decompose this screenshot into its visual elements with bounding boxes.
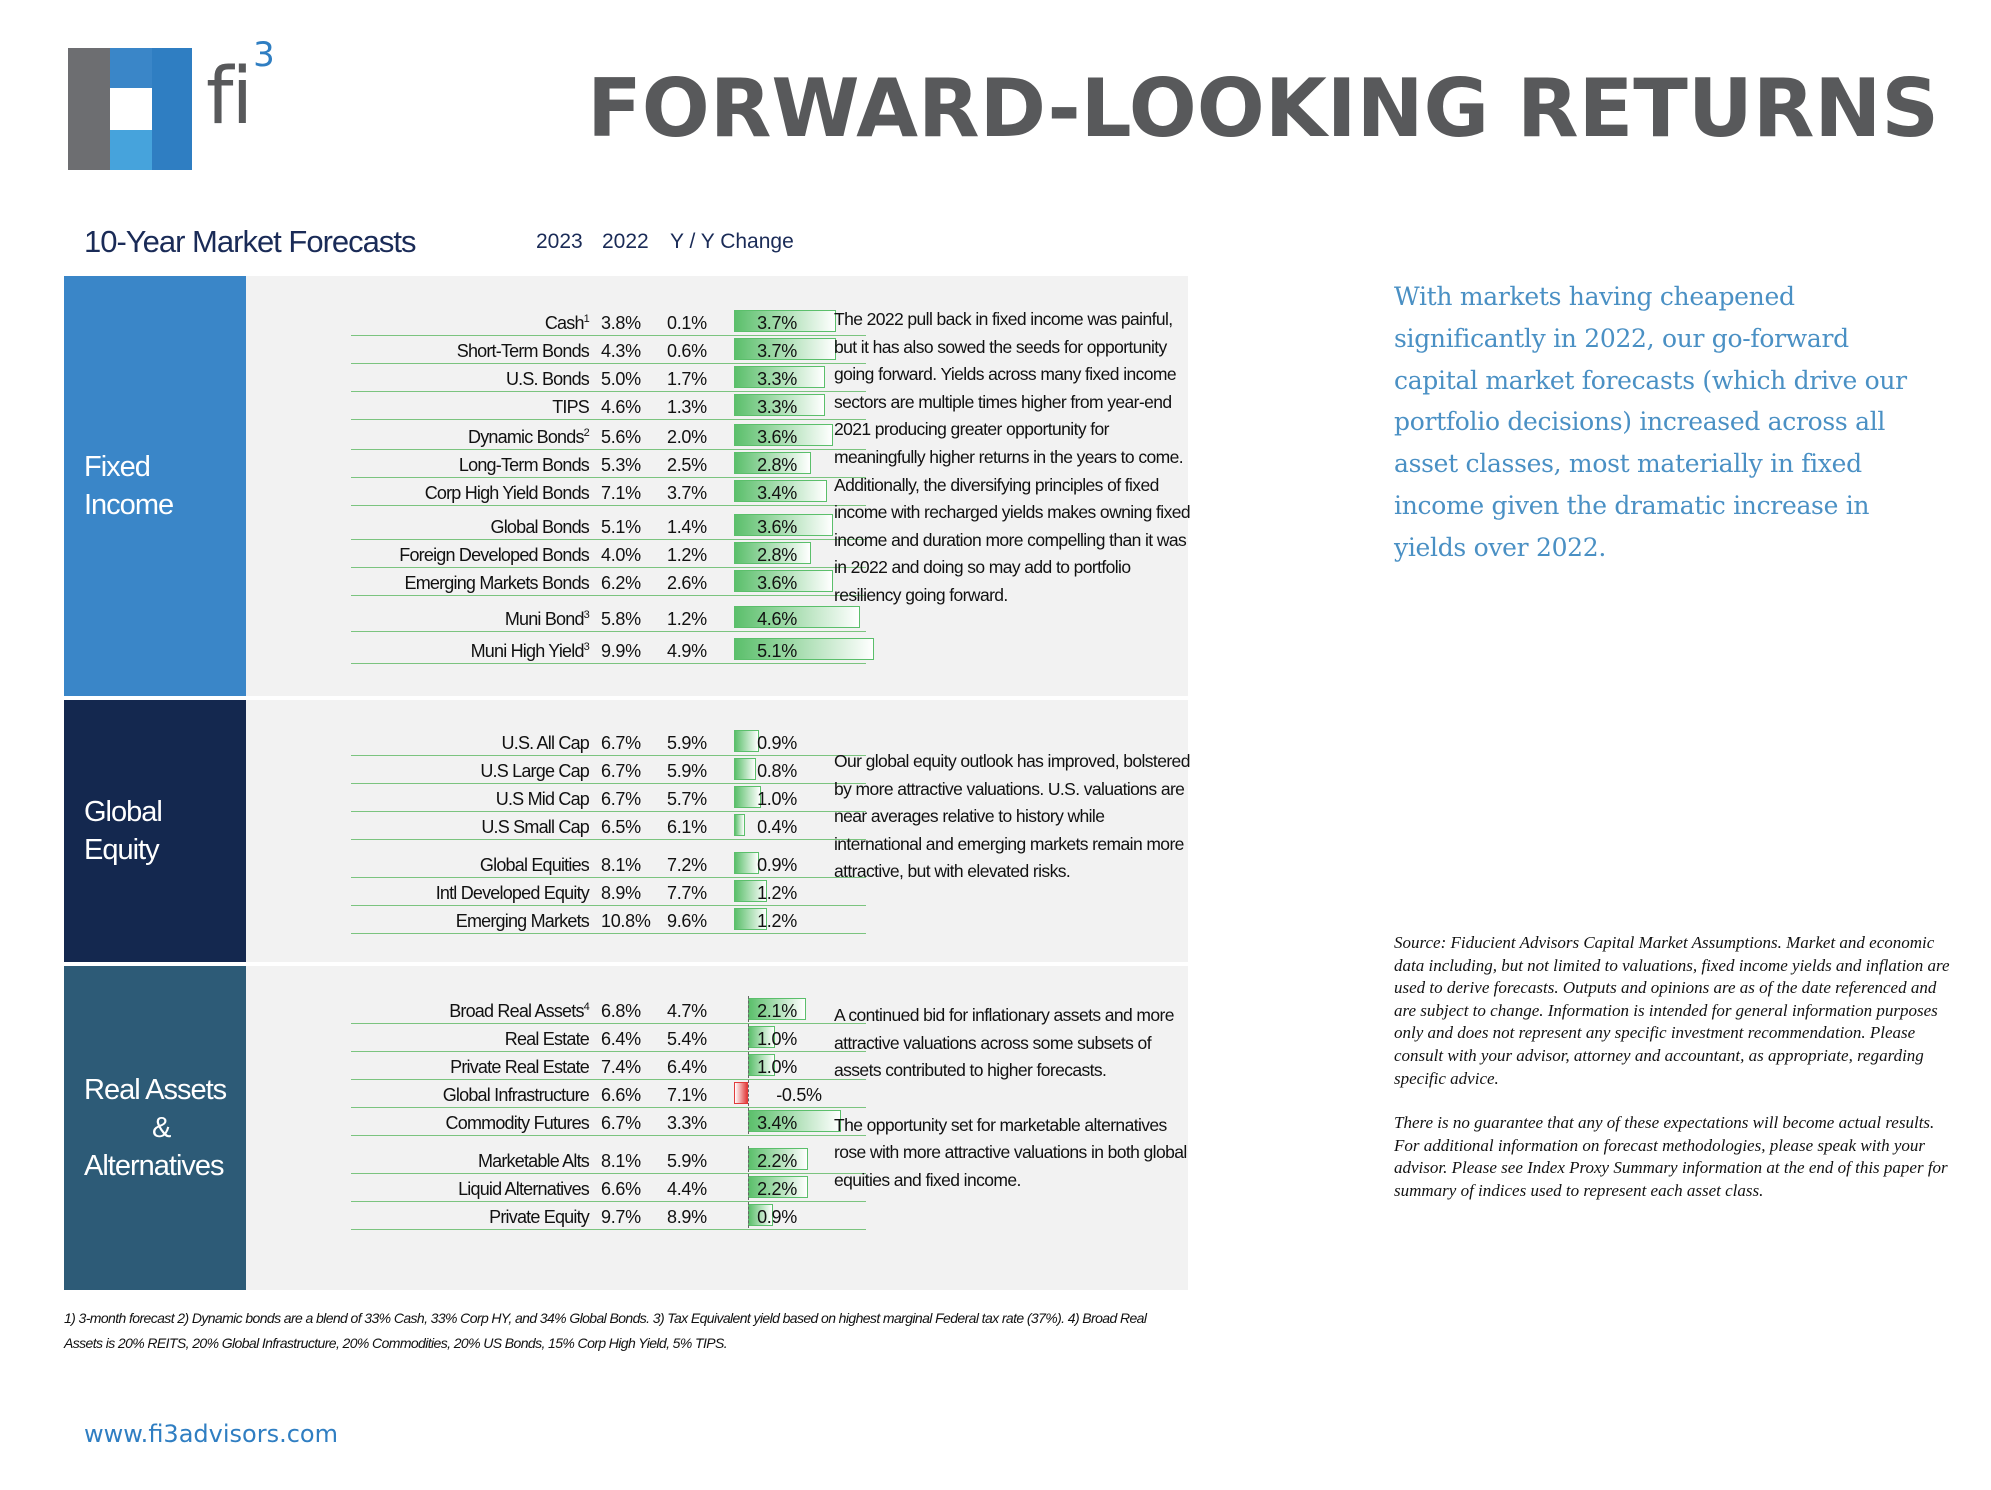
forecast-2022: 9.6% — [667, 911, 707, 931]
asset-class-name: Global Equities — [479, 855, 589, 875]
asset-class-name: Muni Bond$^3$ — [504, 609, 589, 629]
asset-class-name: Dynamic Bonds$^2$ — [468, 427, 589, 447]
table-row — [286, 1176, 866, 1202]
yoy-change-label: 3.3% — [757, 397, 797, 417]
forecast-2022: 4.7% — [667, 1001, 707, 1021]
table-row — [286, 1148, 866, 1174]
summary-callout: With markets having cheapened significantly in 2022, our go-forward capital market forecasts (which drive our portfolio decisions) increased across all asset classes, most materially in fixed income given the dramatic increase in yields over 2022. — [1394, 282, 1907, 562]
section-label: Real Assets & Alternatives — [64, 966, 246, 1290]
section-commentary: The 2022 pull back in fixed income was painful, but it has also sowed the seeds for opportunity going forward. Yields across many fixed income sectors are multiple times higher from year-end 2021 producing greater opportunity for meaningfully higher returns in the years to come. Additionally, the diversifying principles of fixed income with recharged yields makes owning fixed income and duration more compelling than it was in 2022 and doing so may add to portfolio resiliency going forward. — [834, 309, 1191, 605]
forecast-2022: 1.2% — [667, 545, 707, 565]
section-commentary: A continued bid for inflationary assets and more attractive valuations across some subsets of assets contributed to higher forecasts. The opportunity set for marketable alternatives rose with more attractive valuations in both global equities and fixed income. — [834, 1005, 1187, 1190]
asset-class-name: Liquid Alternatives — [458, 1179, 589, 1199]
section-commentary: Our global equity outlook has improved, bolstered by more attractive valuations. U.S. valuations are near averages relative to history while international and emerging markets remain more attractive, but with elevated risks. — [834, 751, 1190, 882]
forecast-2022: 7.1% — [667, 1085, 707, 1105]
forecast-2023: 8.1% — [601, 855, 641, 875]
yoy-change-label: 0.4% — [757, 817, 797, 837]
asset-class-name: Real Estate — [504, 1029, 589, 1049]
table-row — [286, 366, 866, 392]
forecast-2023: 5.3% — [601, 455, 641, 475]
forecast-2022: 3.7% — [667, 483, 707, 503]
forecast-2022: 8.9% — [667, 1207, 707, 1227]
table-row — [286, 758, 866, 784]
asset-class-name: TIPS — [552, 397, 589, 417]
forecast-2022: 5.4% — [667, 1029, 707, 1049]
forecast-2022: 3.3% — [667, 1113, 707, 1133]
yoy-change-label: 1.2% — [757, 883, 797, 903]
table-row — [286, 514, 866, 540]
asset-class-name: U.S Mid Cap — [495, 789, 589, 809]
table-row — [286, 1110, 866, 1136]
forecast-2022: 1.3% — [667, 397, 707, 417]
table-row — [286, 638, 866, 664]
forecast-2022: 2.6% — [667, 573, 707, 593]
asset-class-name: U.S Small Cap — [481, 817, 589, 837]
yoy-change-label: 0.8% — [757, 761, 797, 781]
forecast-2023: 6.4% — [601, 1029, 641, 1049]
yoy-change-label: 0.9% — [757, 1207, 797, 1227]
forecast-2023: 6.2% — [601, 573, 641, 593]
asset-class-name: Private Real Estate — [450, 1057, 589, 1077]
yoy-change-label: 3.3% — [757, 369, 797, 389]
asset-class-name: Commodity Futures — [445, 1113, 589, 1133]
forecast-2022: 2.0% — [667, 427, 707, 447]
yoy-change-label: 5.1% — [757, 641, 797, 661]
yoy-change-label: 2.2% — [757, 1151, 797, 1171]
column-header-2023: 2023 — [536, 230, 583, 253]
forecast-2023: 6.5% — [601, 817, 641, 837]
yoy-change-label: 0.9% — [757, 733, 797, 753]
forecast-2022: 5.9% — [667, 1151, 707, 1171]
forecast-2023: 8.1% — [601, 1151, 641, 1171]
column-header-2022: 2022 — [602, 230, 649, 253]
forecast-2023: 6.6% — [601, 1085, 641, 1105]
yoy-change-label: 2.1% — [757, 1001, 797, 1021]
forecast-2023: 7.4% — [601, 1057, 641, 1077]
yoy-change-label: 3.4% — [757, 483, 797, 503]
forecast-2022: 4.9% — [667, 641, 707, 661]
fi3-logo — [68, 48, 192, 170]
asset-class-name: Broad Real Assets$^4$ — [449, 1001, 589, 1021]
forecast-2023: 4.0% — [601, 545, 641, 565]
yoy-change-label: 2.2% — [757, 1179, 797, 1199]
table-row — [286, 452, 866, 478]
forecast-2023: 9.7% — [601, 1207, 641, 1227]
table-row — [286, 880, 866, 906]
yoy-change-label: 1.0% — [757, 1029, 797, 1049]
yoy-change-label: 3.6% — [757, 427, 797, 447]
forecast-2022: 6.4% — [667, 1057, 707, 1077]
page-title: FORWARD-LOOKING RETURNS — [587, 62, 1939, 155]
forecast-2022: 1.7% — [667, 369, 707, 389]
section-label: Global Equity — [64, 700, 246, 962]
forecast-2023: 5.8% — [601, 609, 641, 629]
asset-class-name: Cash$^1$ — [544, 313, 589, 333]
yoy-change-label: 0.9% — [757, 855, 797, 875]
table-row — [286, 1082, 866, 1108]
forecast-2023: 4.6% — [601, 397, 641, 417]
asset-class-name: Intl Developed Equity — [435, 883, 589, 903]
forecast-2023: 5.1% — [601, 517, 641, 537]
asset-class-name: Emerging Markets Bonds — [404, 573, 589, 593]
forecast-2022: 6.1% — [667, 817, 707, 837]
forecast-2023: 8.9% — [601, 883, 641, 903]
table-row — [286, 1026, 866, 1052]
table-row — [286, 1204, 866, 1230]
asset-class-name: Short-Term Bonds — [456, 341, 589, 361]
table-row — [286, 730, 866, 756]
yoy-change-label: 2.8% — [757, 545, 797, 565]
forecast-2022: 4.4% — [667, 1179, 707, 1199]
yoy-change-label: 3.6% — [757, 573, 797, 593]
section-real-assets — [64, 966, 1188, 1290]
section-label: Fixed Income — [64, 276, 246, 696]
yoy-change-label: 3.6% — [757, 517, 797, 537]
forecast-2023: 9.9% — [601, 641, 641, 661]
table-row — [286, 606, 866, 632]
asset-class-name: Long-Term Bonds — [458, 455, 589, 475]
forecast-2022: 7.2% — [667, 855, 707, 875]
column-header-change: Y / Y Change — [670, 230, 794, 253]
table-row — [286, 338, 866, 364]
table-row — [286, 570, 866, 596]
forecast-2023: 6.6% — [601, 1179, 641, 1199]
forecast-2023: 7.1% — [601, 483, 641, 503]
yoy-change-label: 3.7% — [757, 341, 797, 361]
forecast-2023: 6.7% — [601, 761, 641, 781]
table-row — [286, 1054, 866, 1080]
forecast-2022: 5.9% — [667, 761, 707, 781]
forecast-2022: 0.1% — [667, 313, 707, 333]
asset-class-name: Foreign Developed Bonds — [399, 545, 589, 565]
section-fixed-income — [64, 276, 1191, 696]
asset-class-name: U.S. Bonds — [505, 369, 589, 389]
asset-class-name: Global Bonds — [490, 517, 589, 537]
yoy-change-label: 3.7% — [757, 313, 797, 333]
forecast-2022: 7.7% — [667, 883, 707, 903]
website-link[interactable]: www.fi3advisors.com — [84, 1420, 338, 1448]
table-row — [286, 542, 866, 568]
forecast-2022: 5.7% — [667, 789, 707, 809]
forecast-2023: 6.7% — [601, 789, 641, 809]
forecast-2022: 1.2% — [667, 609, 707, 629]
table-row — [286, 852, 866, 878]
forecast-2022: 0.6% — [667, 341, 707, 361]
table-row — [286, 786, 866, 812]
yoy-change-label: 4.6% — [757, 609, 797, 629]
table-footnote: 1) 3-month forecast 2) Dynamic bonds are a blend of 33% Cash, 33% Corp HY, and 34% Global Bonds. 3) Tax Equivalent yield based on highest marginal Federal tax rate (37%). 4) Broad Real Assets is 20% REITS, 20% Global Infrastructure, 20% Commodities, 20% US Bonds, 15% Corp High Yield, 5% TIPS. — [64, 1310, 1147, 1351]
asset-class-name: Emerging Markets — [455, 911, 589, 931]
table-row — [286, 424, 866, 450]
source-disclaimer: Source: Fiducient Advisors Capital Market Assumptions. Market and economic data including, but not limited to valuations, fixed income yields and inflation are used to derive forecasts. Outputs and opinions are as of the date referenced and are subject to change. Information is intended for general information purposes only and does not represent any specific investment recommendation. Please consult with your advisor, attorney and accountant, as appropriate, regarding specific advice. There is no guarantee that any of these expectations will become actual results. For additional information on forecast methodologies, please speak with your advisor. Please see Index Proxy Summary information at the end of this paper for summary of indices used to represent each asset class. — [1394, 933, 1950, 1200]
forecast-2023: 6.7% — [601, 1113, 641, 1133]
yoy-change-label: 1.0% — [757, 789, 797, 809]
forecast-2023: 10.8% — [601, 911, 651, 931]
asset-class-name: Corp High Yield Bonds — [424, 483, 589, 503]
forecast-2023: 4.3% — [601, 341, 641, 361]
yoy-change-label: 1.2% — [757, 911, 797, 931]
yoy-change-label: 2.8% — [757, 455, 797, 475]
asset-class-name: Private Equity — [489, 1207, 589, 1227]
yoy-change-label: 1.0% — [757, 1057, 797, 1077]
section-global-equity — [64, 700, 1188, 962]
change-bar — [734, 1082, 748, 1104]
forecast-2023: 5.6% — [601, 427, 641, 447]
forecast-2022: 2.5% — [667, 455, 707, 475]
table-row — [286, 814, 866, 840]
table-row — [286, 480, 866, 506]
table-title: 10-Year Market Forecasts — [84, 224, 416, 259]
asset-class-name: Marketable Alts — [477, 1151, 589, 1171]
asset-class-name: U.S Large Cap — [480, 761, 589, 781]
asset-class-name: U.S. All Cap — [501, 733, 589, 753]
yoy-change-label: -0.5% — [776, 1085, 822, 1105]
forecast-2022: 5.9% — [667, 733, 707, 753]
table-row — [286, 310, 866, 336]
forecast-2023: 6.8% — [601, 1001, 641, 1021]
forecast-2023: 5.0% — [601, 369, 641, 389]
forecast-2022: 1.4% — [667, 517, 707, 537]
table-row — [286, 998, 866, 1024]
brand-wordmark: $fi^3$ — [206, 35, 273, 142]
table-row — [286, 394, 866, 420]
asset-class-name: Global Infrastructure — [442, 1085, 589, 1105]
forecast-2023: 6.7% — [601, 733, 641, 753]
forecast-2023: 3.8% — [601, 313, 641, 333]
table-row — [286, 908, 866, 934]
asset-class-name: Muni High Yield$^3$ — [470, 641, 589, 661]
yoy-change-label: 3.4% — [757, 1113, 797, 1133]
